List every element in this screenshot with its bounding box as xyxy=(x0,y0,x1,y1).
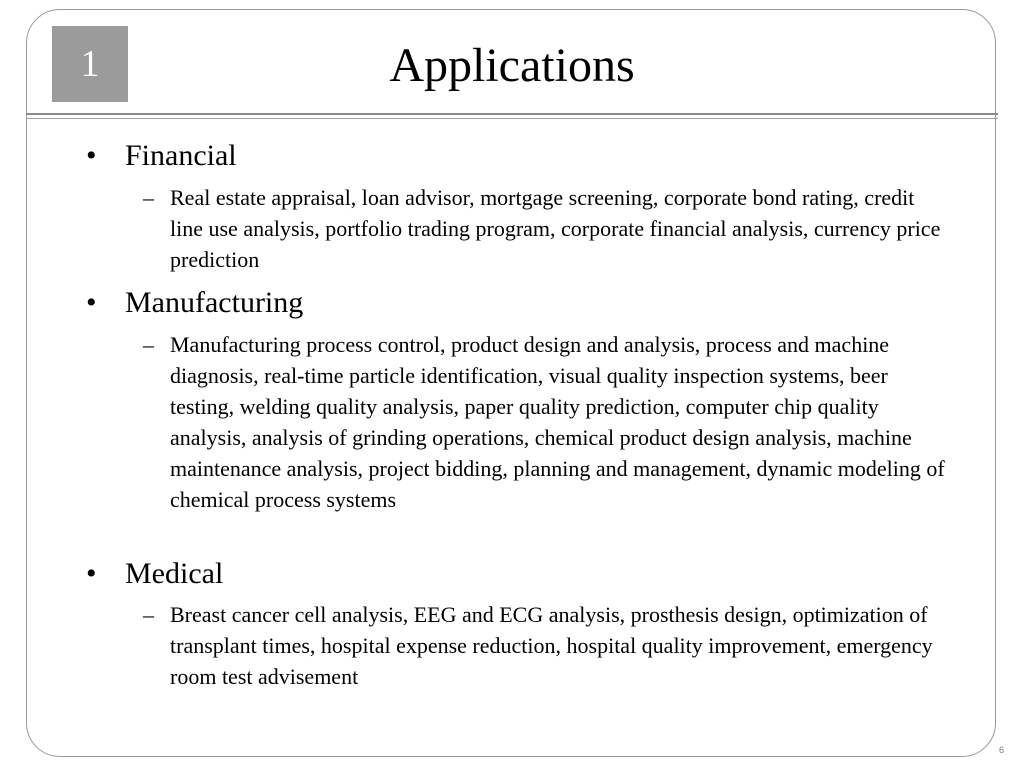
dash-glyph: – xyxy=(143,185,154,210)
sub-bullet-text: Real estate appraisal, loan advisor, mortgage screening, corporate bond rating, credit line use analysis, portfolio trading program, corporate financial analysis, currency price prediction xyxy=(170,185,941,272)
bullet-heading: Medical xyxy=(125,557,224,590)
bullet-glyph: • xyxy=(86,557,97,590)
sub-bullet-text: Breast cancer cell analysis, EEG and ECG analysis, prosthesis design, optimization of transplant times, hospital expense reduction, hospital quality improvement, emergency room test advisement xyxy=(170,602,933,689)
dash-glyph: – xyxy=(143,332,154,357)
bullet-glyph: • xyxy=(86,139,97,172)
dash-glyph: – xyxy=(143,602,154,627)
slide-number-badge: 1 xyxy=(52,26,128,102)
bullet-heading: Financial xyxy=(125,139,237,172)
page-number: 6 xyxy=(999,745,1005,755)
sub-bullet-text: Manufacturing process control, product design and analysis, process and machine diagnosis, real-time particle identification, visual quality inspection systems, beer testing, welding quality analysis, paper quality prediction, computer chip quality analysis, analysis of grinding operations, chemical product design analysis, machine maintenance analysis, project bidding, planning and management, dynamic modeling of chemical process systems xyxy=(170,332,945,512)
slide-title: Applications xyxy=(389,39,635,92)
bullet-glyph: • xyxy=(86,286,97,319)
bullet-heading: Manufacturing xyxy=(125,286,304,319)
